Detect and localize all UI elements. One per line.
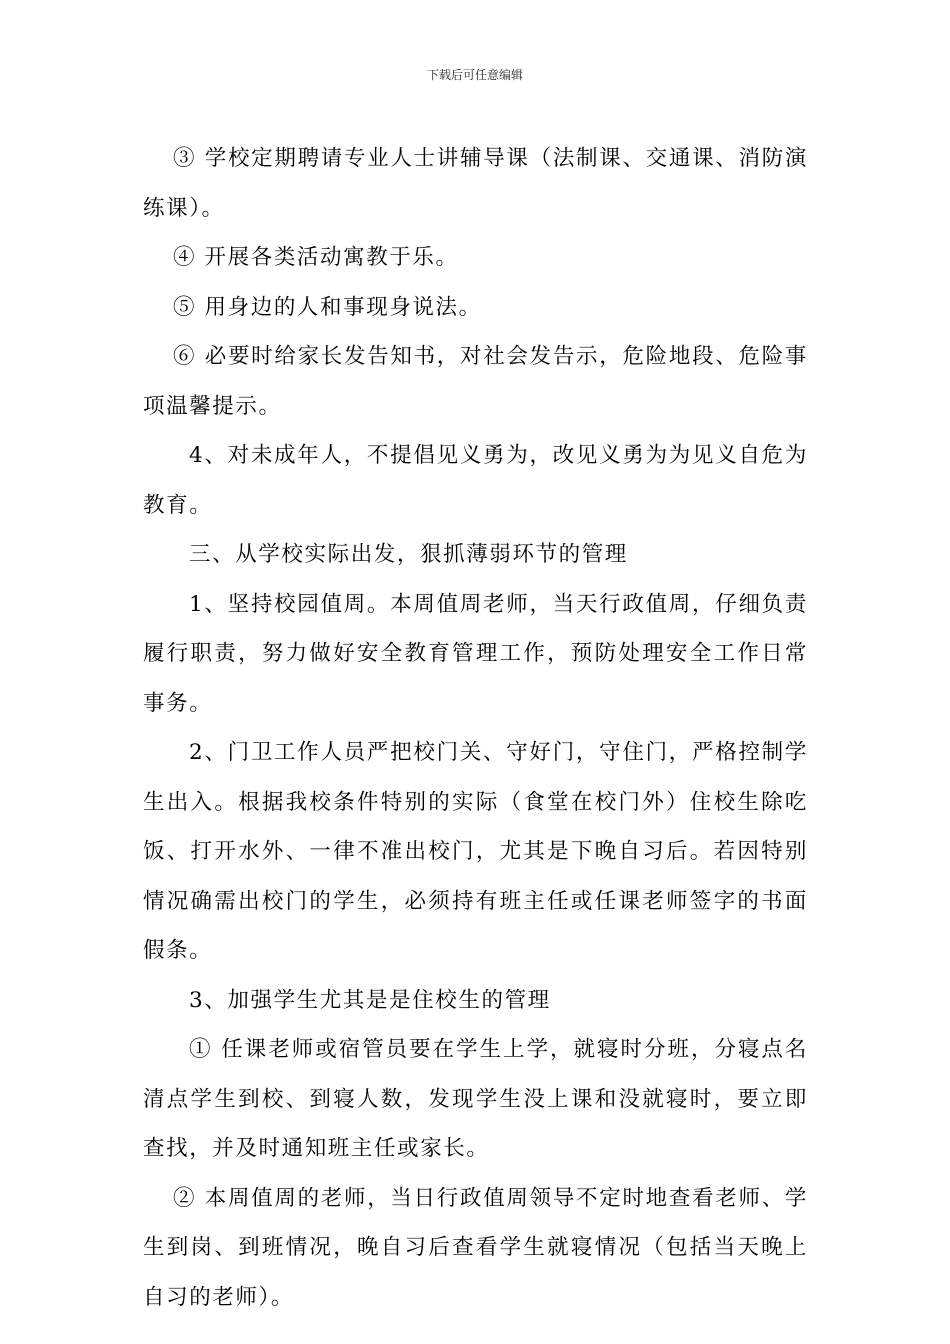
paragraph: 4、对未成年人，不提倡见义勇为，改见义勇为为见义自危为教育。	[143, 443, 808, 518]
paragraph: ① 任课老师或宿管员要在学生上学，就寝时分班，分寝点名清点学生到校、到寝人数，发现学生没上课和没就寝时，要立即查找，并及时通知班主任或家长。	[143, 1037, 808, 1161]
section-heading: 三、从学校实际出发，狠抓薄弱环节的管理	[189, 542, 628, 567]
paragraph: 2、门卫工作人员严把校门关、守好门，守住门，严格控制学生出入。根据我校条件特别的实际（食堂在校门外）住校生除吃饭、打开水外、一律不准出校门，尤其是下晚自习后。若因特别情况确需出校门的学生，必须持有班主任或任课老师签字的书面假条。	[143, 740, 808, 963]
paragraph: ② 本周值周的老师，当日行政值周领导不定时地查看老师、学生到岗、到班情况，晚自习后查看学生就寝情况（包括当天晚上自习的老师）。	[143, 1185, 808, 1310]
paragraph: ③ 学校定期聘请专业人士讲辅导课（法制课、交通课、消防演练课）。	[143, 146, 808, 221]
paragraph: 3、加强学生尤其是是住校生的管理	[189, 987, 551, 1013]
paragraph: ⑥ 必要时给家长发告知书，对社会发告示，危险地段、危险事项温馨提示。	[143, 344, 808, 419]
paragraph: 1、坚持校园值周。本周值周老师，当天行政值周，仔细负责履行职责，努力做好安全教育管理工作，预防处理安全工作日常事务。	[143, 591, 808, 716]
page-header: 下载后可任意编辑	[426, 68, 523, 82]
paragraph: ⑤ 用身边的人和事现身说法。	[173, 294, 482, 320]
document-body	[143, 134, 808, 1322]
paragraph: ④ 开展各类活动寓教于乐。	[173, 245, 459, 270]
